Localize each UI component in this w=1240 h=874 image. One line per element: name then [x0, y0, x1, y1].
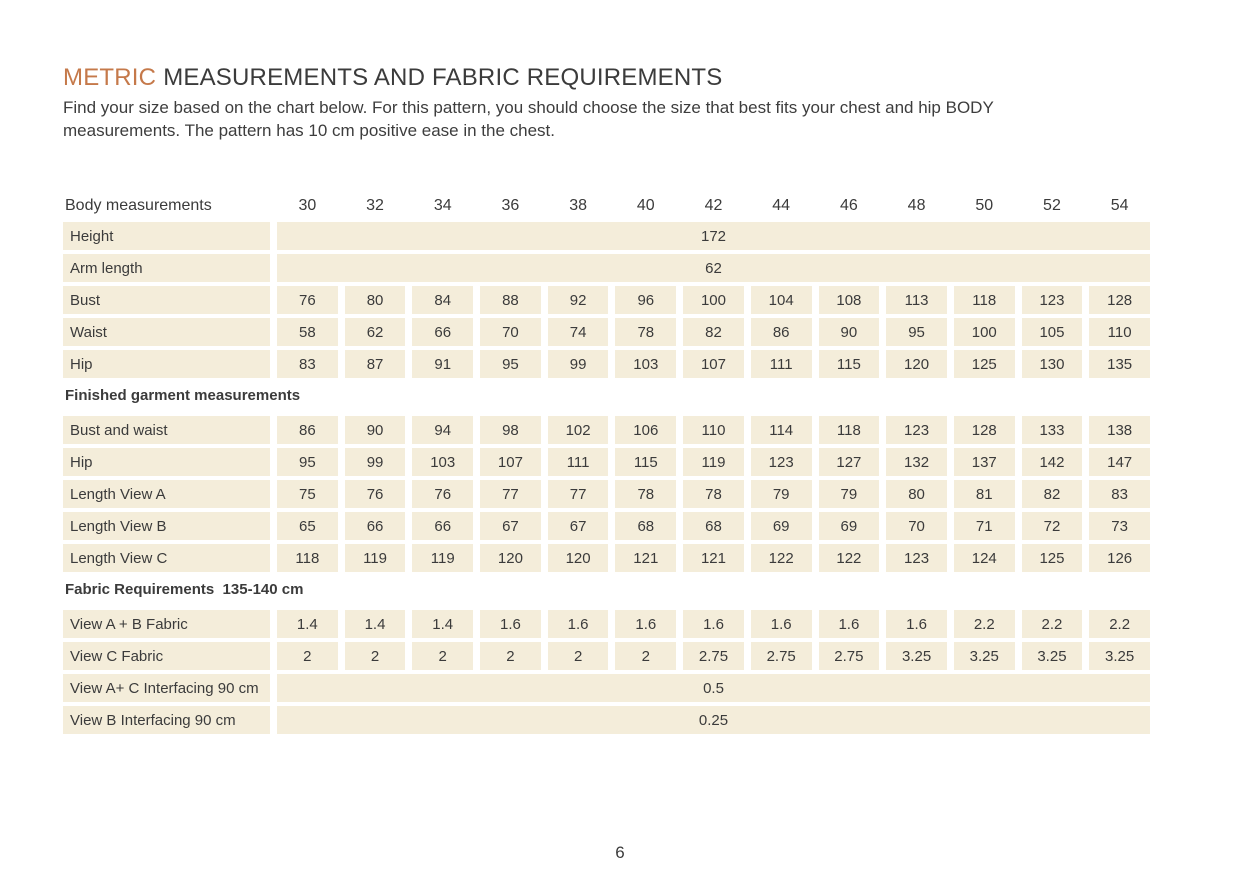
value-cell: 100 [683, 286, 744, 314]
value-cell: 90 [819, 318, 880, 346]
value-cell: 124 [954, 544, 1015, 572]
value-cell: 142 [1022, 448, 1083, 476]
value-cell: 2.75 [751, 642, 812, 670]
value-cell: 1.6 [683, 610, 744, 638]
value-cell: 3.25 [954, 642, 1015, 670]
table-row [63, 416, 1150, 444]
value-cell: 2 [345, 642, 406, 670]
value-cell: 99 [548, 350, 609, 378]
table-row [63, 512, 1150, 540]
value-cell: 3.25 [1089, 642, 1150, 670]
value-cell: 115 [819, 350, 880, 378]
value-cell: 113 [886, 286, 947, 314]
page-number: 6 [615, 843, 625, 862]
value-cell: 82 [1022, 480, 1083, 508]
value-cell: 90 [345, 416, 406, 444]
value-cell: 102 [548, 416, 609, 444]
value-cell: 2.2 [1022, 610, 1083, 638]
size-column-header: 50 [975, 197, 994, 214]
value-cell: 104 [751, 286, 812, 314]
value-cell: 84 [412, 286, 473, 314]
value-cell: 67 [548, 512, 609, 540]
value-cell: 3.25 [886, 642, 947, 670]
value-cell: 137 [954, 448, 1015, 476]
table-row [63, 350, 1150, 378]
value-cell: 99 [345, 448, 406, 476]
value-cell: 111 [751, 350, 812, 378]
size-column-header: 44 [772, 197, 791, 214]
value-cell: 119 [683, 448, 744, 476]
value-cell: 70 [886, 512, 947, 540]
value-cell: 135 [1089, 350, 1150, 378]
value-cell: 125 [1022, 544, 1083, 572]
value-cell: 107 [683, 350, 744, 378]
size-column-header: 38 [569, 197, 587, 214]
value-cell: 120 [548, 544, 609, 572]
value-cell: 108 [819, 286, 880, 314]
value-cell: 95 [480, 350, 541, 378]
size-column-header: 40 [636, 197, 655, 214]
intro-line-2: measurements. The pattern has 10 cm positive ease in the chest. [63, 121, 556, 140]
value-cell: 66 [412, 512, 473, 540]
value-cell: 82 [683, 318, 744, 346]
value-cell: 94 [412, 416, 473, 444]
table-row [63, 544, 1150, 572]
table-row [63, 610, 1150, 638]
value-cell: 83 [1089, 480, 1150, 508]
value-cell: 80 [345, 286, 406, 314]
value-cell: 126 [1089, 544, 1150, 572]
value-cell: 128 [1089, 286, 1150, 314]
value-cell: 68 [615, 512, 676, 540]
intro-text [63, 96, 1150, 142]
value-cell: 67 [480, 512, 541, 540]
value-cell: 105 [1022, 318, 1083, 346]
value-cell: 76 [412, 480, 473, 508]
table-body [63, 222, 1150, 734]
value-cell: 95 [886, 318, 947, 346]
value-cell: 1.4 [345, 610, 406, 638]
value-cell: 91 [412, 350, 473, 378]
section-title: Fabric Requirements 135-140 cm [65, 581, 304, 598]
size-column-header: 54 [1110, 197, 1129, 214]
section-title: Finished garment measurements [65, 387, 301, 404]
row-label: Arm length [63, 254, 270, 282]
row-label: Hip [63, 448, 270, 476]
table-row [63, 448, 1150, 476]
table-row [63, 286, 1150, 314]
value-cell: 76 [345, 480, 406, 508]
value-cell: 88 [480, 286, 541, 314]
value-cell: 118 [819, 416, 880, 444]
value-cell: 66 [345, 512, 406, 540]
value-cell: 78 [683, 480, 744, 508]
value-cell: 147 [1089, 448, 1150, 476]
table-row [63, 674, 1150, 702]
value-cell: 123 [886, 416, 947, 444]
value-cell: 1.6 [751, 610, 812, 638]
value-cell: 71 [954, 512, 1015, 540]
row-label: Length View B [63, 512, 270, 540]
value-cell: 2 [277, 642, 338, 670]
row-label: Length View A [63, 480, 270, 508]
size-column-header: 34 [433, 197, 452, 214]
row-label: Waist [63, 318, 270, 346]
row-label: View A+ C Interfacing 90 cm [63, 674, 270, 702]
value-cell: 121 [683, 544, 744, 572]
value-cell: 83 [277, 350, 338, 378]
row-label: Hip [63, 350, 270, 378]
value-cell: 98 [480, 416, 541, 444]
value-cell: 1.4 [412, 610, 473, 638]
value-cell: 3.25 [1022, 642, 1083, 670]
value-cell: 130 [1022, 350, 1083, 378]
value-cell: 81 [954, 480, 1015, 508]
span-value-cell: 0.5 [277, 674, 1150, 702]
span-value-cell: 0.25 [277, 706, 1150, 734]
row-label: Bust [63, 286, 270, 314]
value-cell: 123 [751, 448, 812, 476]
table-header-label: Body measurements [65, 197, 212, 214]
value-cell: 123 [886, 544, 947, 572]
table-row [63, 480, 1150, 508]
table-row [63, 706, 1150, 734]
value-cell: 133 [1022, 416, 1083, 444]
value-cell: 1.6 [480, 610, 541, 638]
page-title-accent: METRIC [63, 64, 157, 91]
value-cell: 100 [954, 318, 1015, 346]
value-cell: 69 [751, 512, 812, 540]
table-row [63, 642, 1150, 670]
row-label: Height [63, 222, 270, 250]
size-column-header: 36 [501, 197, 520, 214]
value-cell: 69 [819, 512, 880, 540]
span-value-cell: 62 [277, 254, 1150, 282]
value-cell: 115 [615, 448, 676, 476]
row-label: Length View C [63, 544, 270, 572]
value-cell: 122 [751, 544, 812, 572]
value-cell: 70 [480, 318, 541, 346]
value-cell: 75 [277, 480, 338, 508]
value-cell: 122 [819, 544, 880, 572]
table-row [63, 318, 1150, 346]
value-cell: 80 [886, 480, 947, 508]
value-cell: 2.75 [819, 642, 880, 670]
table-row [63, 254, 1150, 282]
value-cell: 92 [548, 286, 609, 314]
intro-line-1: Find your size based on the chart below. For this pattern, you should choose the size that best fits your chest and hip BODY [63, 98, 994, 117]
value-cell: 95 [277, 448, 338, 476]
value-cell: 87 [345, 350, 406, 378]
value-cell: 2 [615, 642, 676, 670]
row-label: View A + B Fabric [63, 610, 270, 638]
table-row [63, 222, 1150, 250]
value-cell: 68 [683, 512, 744, 540]
value-cell: 58 [277, 318, 338, 346]
value-cell: 1.4 [277, 610, 338, 638]
value-cell: 127 [819, 448, 880, 476]
value-cell: 2.2 [954, 610, 1015, 638]
page-title [63, 64, 1150, 92]
value-cell: 132 [886, 448, 947, 476]
row-label: View C Fabric [63, 642, 270, 670]
value-cell: 86 [751, 318, 812, 346]
value-cell: 76 [277, 286, 338, 314]
size-column-header: 52 [1043, 197, 1061, 214]
value-cell: 1.6 [886, 610, 947, 638]
value-cell: 2 [480, 642, 541, 670]
size-column-header: 42 [704, 197, 723, 214]
value-cell: 86 [277, 416, 338, 444]
value-cell: 119 [412, 544, 473, 572]
value-cell: 66 [412, 318, 473, 346]
value-cell: 111 [548, 448, 609, 476]
value-cell: 77 [548, 480, 609, 508]
measurements-table [63, 195, 1150, 734]
value-cell: 2 [548, 642, 609, 670]
value-cell: 121 [615, 544, 676, 572]
value-cell: 62 [345, 318, 406, 346]
value-cell: 123 [1022, 286, 1083, 314]
value-cell: 79 [819, 480, 880, 508]
value-cell: 72 [1022, 512, 1083, 540]
value-cell: 77 [480, 480, 541, 508]
span-value-cell: 172 [277, 222, 1150, 250]
value-cell: 118 [277, 544, 338, 572]
value-cell: 110 [683, 416, 744, 444]
value-cell: 120 [480, 544, 541, 572]
value-cell: 138 [1089, 416, 1150, 444]
value-cell: 78 [615, 318, 676, 346]
value-cell: 96 [615, 286, 676, 314]
value-cell: 1.6 [548, 610, 609, 638]
value-cell: 128 [954, 416, 1015, 444]
size-column-header: 48 [907, 197, 926, 214]
value-cell: 1.6 [615, 610, 676, 638]
value-cell: 78 [615, 480, 676, 508]
value-cell: 125 [954, 350, 1015, 378]
value-cell: 110 [1089, 318, 1150, 346]
value-cell: 119 [345, 544, 406, 572]
value-cell: 120 [886, 350, 947, 378]
table-header-row [63, 195, 1150, 217]
value-cell: 74 [548, 318, 609, 346]
value-cell: 65 [277, 512, 338, 540]
value-cell: 73 [1089, 512, 1150, 540]
value-cell: 103 [615, 350, 676, 378]
value-cell: 79 [751, 480, 812, 508]
value-cell: 2 [412, 642, 473, 670]
value-cell: 114 [751, 416, 812, 444]
value-cell: 103 [412, 448, 473, 476]
value-cell: 106 [615, 416, 676, 444]
value-cell: 118 [954, 286, 1015, 314]
size-column-header: 30 [298, 197, 317, 214]
value-cell: 107 [480, 448, 541, 476]
value-cell: 2.75 [683, 642, 744, 670]
row-label: Bust and waist [63, 416, 270, 444]
value-cell: 2.2 [1089, 610, 1150, 638]
size-column-header: 32 [366, 197, 384, 214]
row-label: View B Interfacing 90 cm [63, 706, 270, 734]
value-cell: 1.6 [819, 610, 880, 638]
page-title-main: MEASUREMENTS AND FABRIC REQUIREMENTS [163, 64, 723, 91]
size-column-header: 46 [839, 197, 858, 214]
